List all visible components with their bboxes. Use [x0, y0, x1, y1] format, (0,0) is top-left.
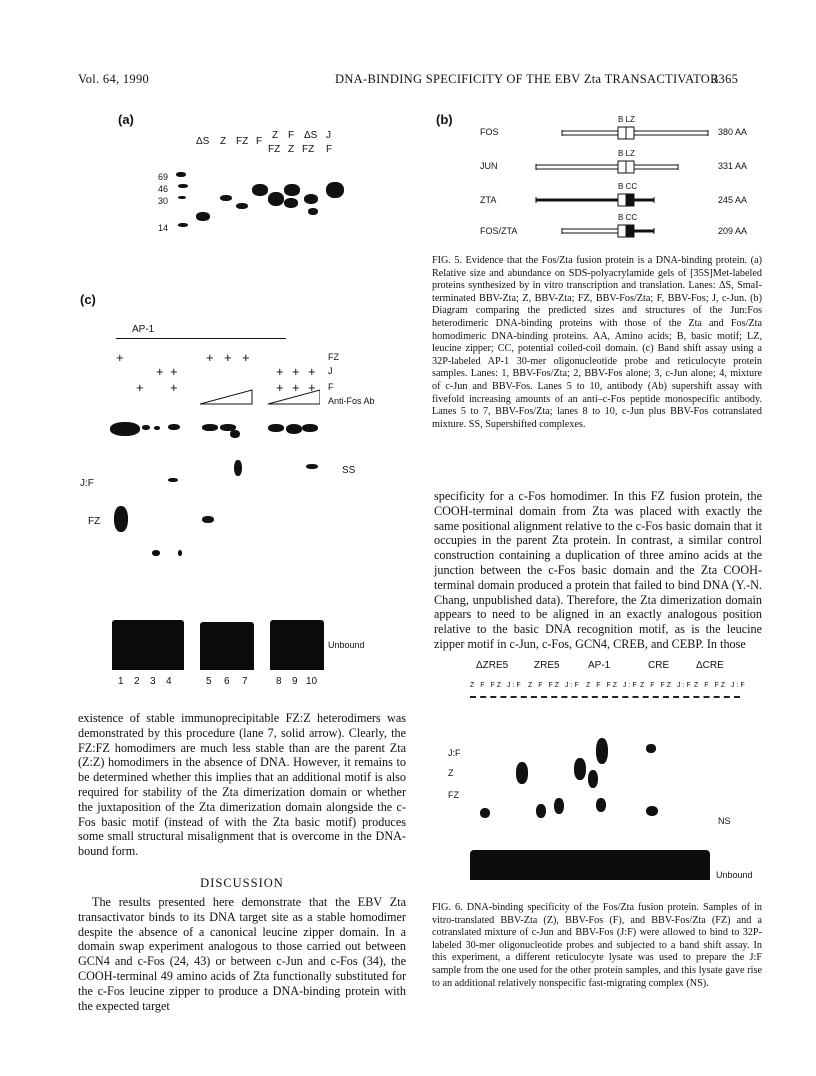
- fig5c-panel-label: (c): [80, 292, 96, 307]
- lane-code: Z: [470, 682, 477, 689]
- size-marker: 69: [158, 172, 169, 182]
- lane-number: 8: [276, 676, 282, 687]
- lane-label: J: [326, 130, 331, 141]
- section-heading: DISCUSSION: [200, 876, 284, 890]
- lane-code: F: [650, 682, 657, 689]
- lane-code: J:F: [676, 682, 693, 689]
- fig5-caption-text: FIG. 5. Evidence that the Fos/Zta fusion protein is a DNA-binding protein. (a) Relative size and abundance on SDS-polyacrylamide gels of [35S]Met-labeled proteins synthesized by in vitro transcription and translation. Lanes: ΔS, SmaI-terminated BBV-Zta; Z, BBV-Zta; FZ, BBV-Fos/Zta; F, BBV-Fos; J, c-Jun. (b) Diagram comparing the predicted sizes and structures of the Jun:Fos heterodimeric DNA-binding proteins with those of the Zta and Fos/Zta homodimeric DNA-binding proteins. AA, Amino acids; B, basic motif; LZ, leucine zipper; CC, potential coiled-coil domain. (c) Band shift assay using a 32P-labeled AP-1 30-mer oligonucleotide probe and reticulocyte protein samples. Lanes: 1, BBV-Fos/Zta; 2, BBV-Fos alone; 3, c-Jun alone; 4, mixture of c-Jun and BBV-Fos. Lanes 5 to 10, antibody (Ab) supershift assay with fivefold increasing amounts of an anti–c-Fos peptide monospecific antibody. Lanes 5 to 7, BBV-Fos/Zta; lanes 8 to 10, c-Jun plus BBV-Fos cotranslated mixture. SS, Supershifted complexes.: [432, 255, 762, 430]
- band-label: Z: [448, 768, 454, 778]
- lane-label-row2: FZ: [302, 144, 315, 155]
- protein-domains: B CC: [618, 213, 638, 222]
- discussion-text: The results presented here demonstrate that the EBV Zta transactivator binds to its DNA target site as a stable homodimer despite the absence of a canonical leucine zipper domain. In a domain swap experiment analogous to those carried out between GCN4 and c-Fos (24, 43) or between c-Jun and c-Fos (34), the COOH-terminal 49 amino acids of Zta functionally substituted for the c-Fos leucine zipper to produce a DNA-binding protein with the expected target: [78, 895, 406, 1013]
- lane-code: Z: [640, 682, 647, 689]
- lane-label: ΔS: [196, 136, 210, 147]
- lane-label: Z: [272, 130, 279, 141]
- lane-codes: [694, 682, 747, 689]
- lane-code: FZ: [606, 682, 620, 689]
- lane-codes: [640, 682, 693, 689]
- probe-label: ΔZRE5: [476, 660, 509, 671]
- protein-length: 331 AA: [718, 161, 748, 171]
- probe-label: ZRE5: [534, 660, 560, 671]
- probe-label: ΔCRE: [696, 660, 724, 671]
- lane-number: 6: [224, 676, 230, 687]
- lane-code: Z: [528, 682, 535, 689]
- lane-codes: [586, 682, 639, 689]
- row-label: F: [328, 382, 334, 392]
- lane-code: F: [596, 682, 603, 689]
- lane-number: 5: [206, 676, 212, 687]
- running-title: DNA-BINDING SPECIFICITY OF THE EBV Zta TRANSACTIVATOR: [335, 72, 719, 86]
- fig5b-diagram: [450, 115, 750, 248]
- protein-domains: B CC: [618, 182, 638, 191]
- lane-number: 10: [306, 676, 318, 687]
- right-paragraph: [434, 489, 762, 652]
- lane-code: Z: [586, 682, 593, 689]
- left-paragraph-text: existence of stable immunoprecipitable FZ:Z heterodimers was demonstrated by this procedure (lane 7, solid arrow). Clearly, the FZ:FZ homodimers are much less stable than are the parent Zta (Z:Z) homodimers in the absence of DNA. However, it remains to be determined whether this implies that an additional motif is also required for stability of the Zta dimerization domain or whether the juxtaposition of the Zta dimerization domain alongside the c-Fos basic motif (instead of with the Zta basic motif) produces some small structural misalignment that is overcome in the DNA-bound form.: [78, 711, 406, 859]
- lane-number: 9: [292, 676, 298, 687]
- lane-code: J:F: [564, 682, 581, 689]
- size-marker: 14: [158, 223, 169, 233]
- left-paragraph: [78, 711, 406, 859]
- band-label: SS: [342, 465, 356, 476]
- fig5c-gel: AP-1 + + + + FZ + + + + + J + + + + + F Anti-Fos Ab SS J:F FZ Unbound 1 2 3 4 5 6 7 8 9 10: [80, 324, 375, 687]
- protein-length: 209 AA: [718, 226, 748, 236]
- lane-code: FZ: [714, 682, 728, 689]
- row-label: Anti-Fos Ab: [328, 396, 375, 406]
- lane-code: J:F: [622, 682, 639, 689]
- lane-code: FZ: [490, 682, 504, 689]
- probe-label: CRE: [648, 660, 670, 671]
- lane-number: 7: [242, 676, 248, 687]
- size-marker: 30: [158, 196, 169, 206]
- protein-domains: B LZ: [618, 115, 635, 124]
- lane-code: F: [538, 682, 545, 689]
- right-paragraph-text: specificity for a c-Fos homodimer. In this FZ fusion protein, the COOH-terminal domain from Zta was placed with exactly the same positional alignment relative to the c-Fos basic domain that it occupies in the parent Zta protein. In contrast, a similar control construction containing a duplication of three amino acids at the junction between the c-Fos basic domain and the Zta COOH-terminal domain produced a protein that failed to bind DNA (Y.-N. Chang, unpublished data). Therefore, the Zta dimerization domain appears to need to be aligned in an exactly analogous position relative to the basic DNA recognition motif, as is the leucine zipper motif in c-Jun, c-Fos, GCN4, CREB, and CEBP. In those: [434, 489, 762, 651]
- protein-name: JUN: [480, 161, 498, 171]
- protein-domains: B LZ: [618, 149, 635, 158]
- probe-label: AP-1: [132, 324, 155, 335]
- protein-name: ZTA: [480, 195, 497, 205]
- lane-label: Z: [220, 136, 227, 147]
- fig5b-panel-label: (b): [436, 112, 453, 127]
- lane-number: 3: [150, 676, 156, 687]
- size-marker: 46: [158, 184, 169, 194]
- fig6-caption: [432, 902, 762, 990]
- row-label: FZ: [328, 352, 339, 362]
- band-label: FZ: [448, 790, 459, 800]
- fig6-gel: [440, 660, 770, 895]
- fig5-caption: [432, 255, 762, 431]
- lane-number: 2: [134, 676, 140, 687]
- fig5a-panel-label: (a): [118, 112, 134, 127]
- lane-code: J:F: [730, 682, 747, 689]
- lane-code: FZ: [660, 682, 674, 689]
- lane-label: FZ: [236, 136, 249, 147]
- lane-code: F: [704, 682, 711, 689]
- probe-label: AP-1: [588, 660, 611, 671]
- band-label: NS: [718, 816, 731, 826]
- protein-name: FOS/ZTA: [480, 226, 518, 236]
- band-label: J:F: [448, 748, 461, 758]
- band-label: J:F: [80, 478, 94, 489]
- lane-codes: [470, 682, 523, 689]
- lane-label-row2: FZ: [268, 144, 281, 155]
- lane-number: 1: [118, 676, 124, 687]
- lane-label-row2: Z: [288, 144, 295, 155]
- fig6-caption-text: FIG. 6. DNA-binding specificity of the Fos/Zta fusion protein. Samples of in vitro-translated BBV-Zta (Z), BBV-Fos (F), and BBV-Fos/Zta (FZ) and a cotranslated mixture of c-Jun and BBV-Fos (J:F) were allowed to bind to 32P-labeled 30-mer oligonucleotide probes and subjected to a band shift assay. In this experiment, a different reticulocyte lysate was used to prepare the J:F sample from the one used for the other protein samples, and this lysate gave rise to an additional relatively nonspecific fast-migrating complex (NS).: [432, 902, 762, 989]
- lane-codes: [528, 682, 581, 689]
- antibody-gradient-wedges: [200, 388, 320, 406]
- lane-number: 4: [166, 676, 172, 687]
- lane-label: F: [288, 130, 295, 141]
- discussion-paragraph: [78, 895, 406, 1013]
- lane-code: F: [480, 682, 487, 689]
- protein-name: FOS: [480, 127, 499, 137]
- band-label: Unbound: [328, 640, 365, 650]
- page-number: 3365: [712, 72, 739, 86]
- row-label: J: [328, 366, 333, 376]
- lane-label: F: [256, 136, 263, 147]
- lane-code: Z: [694, 682, 701, 689]
- protein-length: 380 AA: [718, 127, 748, 137]
- lane-label-row2: F: [326, 144, 333, 155]
- band-label: Unbound: [716, 870, 753, 880]
- journal-volume: Vol. 64, 1990: [78, 72, 150, 86]
- lane-code: FZ: [548, 682, 562, 689]
- lane-code: J:F: [506, 682, 523, 689]
- protein-length: 245 AA: [718, 195, 748, 205]
- fig5a-figure: [150, 128, 370, 238]
- band-label: FZ: [88, 516, 101, 527]
- lane-label: ΔS: [304, 130, 318, 141]
